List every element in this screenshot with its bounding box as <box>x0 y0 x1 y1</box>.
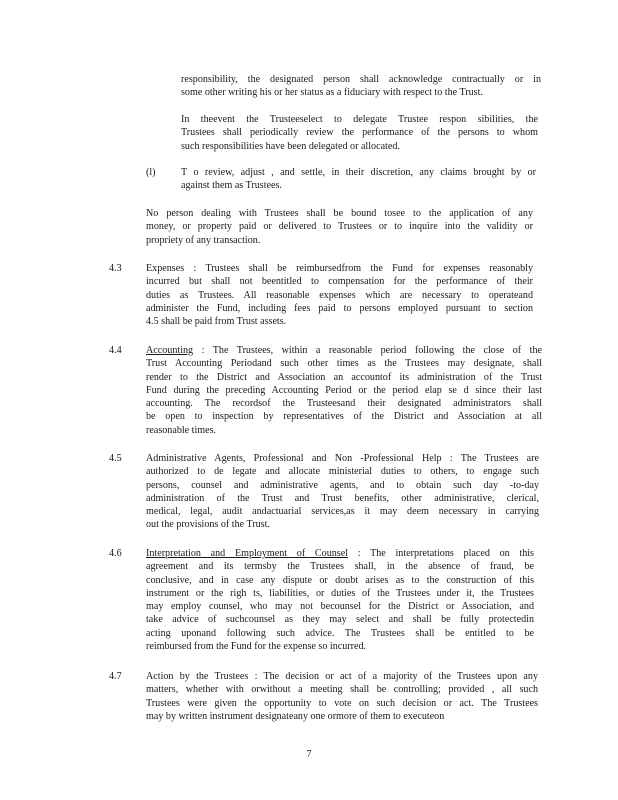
section-4-6-paragraph <box>146 547 534 653</box>
section-4-5-paragraph <box>146 452 539 532</box>
paragraph-line: matters, whether with orwithout a meeting shall be controlling; provided , all such <box>146 684 538 696</box>
paragraph-line: reimbursed from the Fund for the expense so incurred. <box>146 641 367 653</box>
paragraph-line: administration of the Trust and Trust benefits, other administrative, clerical, <box>146 492 539 504</box>
paragraph-line: render to the District and Association an accountof its administration of the Trust <box>146 371 542 383</box>
no-person-paragraph <box>146 207 533 247</box>
paragraph-line: In theevent the Trusteeselect to delegate Trustee respon sibilities, the <box>181 114 538 125</box>
paragraph-line: administer the Fund, including fees paid to persons employed pursuant to section <box>146 302 533 314</box>
paragraph-line <box>146 344 542 357</box>
paragraph-line: may by written instrument designateany one ormore of them to executeon <box>146 710 445 722</box>
section-4-7-paragraph <box>146 670 538 723</box>
section-heading: Accounting <box>146 345 194 356</box>
section-number: 4.6 <box>109 548 122 559</box>
paragraph-line: be open to inspection by representatives of the District and Association at all <box>146 411 542 423</box>
paragraph-line: Administrative Agents, Professional and Non -Professional Help : The Trustees are <box>146 453 539 464</box>
paragraph-line: No person dealing with Trustees shall be bound tosee to the application of any <box>146 208 533 219</box>
paragraph-line: incurred but shall not beentitled to compensation for the performance of their <box>146 276 533 288</box>
paragraph-line: propriety of any transaction. <box>146 234 261 246</box>
paragraph-line: accounting. The recordsof the Trusteesand their designated administrators shall <box>146 398 542 410</box>
paragraph-line <box>146 547 534 560</box>
delegation-paragraph <box>181 113 538 153</box>
continuation-paragraph <box>181 73 541 100</box>
section-4-3-paragraph <box>146 262 533 328</box>
paragraph-line: reasonable times. <box>146 424 217 436</box>
paragraph-line: Fund during the preceding Accounting Period or the period elap se d since their last <box>146 384 542 396</box>
paragraph-line: out the provisions of the Trust. <box>146 519 270 531</box>
paragraph-line: Trustees shall periodically review the performance of the persons to whom <box>181 127 538 139</box>
paragraph-line: acting uponand following such advice. The Trustees shall be entitled to be <box>146 627 534 639</box>
paragraph-line: some other writing his or her status as a fiduciary with respect to the Trust. <box>181 87 483 99</box>
paragraph-line: Expenses : Trustees shall be reimbursedfrom the Fund for expenses reasonably <box>146 263 533 274</box>
paragraph-line: conclusive, and in case any dispute or doubt arises as to the construction of this <box>146 574 534 586</box>
paragraph-line: Trustees were given the opportunity to vote on such decision or act. The Trustees <box>146 697 538 709</box>
page-number: 7 <box>306 749 312 760</box>
item-label: (l) <box>146 167 156 178</box>
paragraph-line: may employ counsel, who may not becounsel for the District or Association, and <box>146 601 534 613</box>
heading-continuation: : The interpretations placed on this <box>348 548 534 559</box>
paragraph-line: authorized to de legate and allocate ministerial duties to others, to engage such <box>146 466 539 478</box>
section-number: 4.5 <box>109 453 122 464</box>
section-number: 4.3 <box>109 263 122 274</box>
paragraph-line: take advice of suchcounsel as they may select and shall be fully protectedin <box>146 614 534 626</box>
paragraph-line: such responsibilities have been delegated or allocated. <box>181 140 400 152</box>
section-4-4-paragraph <box>146 344 542 437</box>
paragraph-line: money, or property paid or delivered to Trustees or to inquire into the validity or <box>146 221 533 233</box>
section-number: 4.4 <box>109 345 122 356</box>
paragraph-line: T o review, adjust , and settle, in their discretion, any claims brought by or <box>181 167 536 178</box>
paragraph-line: agreement and its termsby the Trustees shall, in the absence of fraud, be <box>146 561 534 573</box>
paragraph-line: Action by the Trustees : The decision or act of a majority of the Trustees upon any <box>146 671 538 682</box>
paragraph-line: instrument or the righ ts, liabilities, or duties of the Trustees under it, the Trustees <box>146 587 534 599</box>
section-number: 4.7 <box>109 671 122 682</box>
paragraph-line: persons, counsel and administrative agents, and to obtain such day -to-day <box>146 479 539 491</box>
section-heading: Interpretation and Employment of Counsel <box>146 548 349 559</box>
paragraph-line: duties as Trustees. All reasonable expenses which are necessary to operateand <box>146 289 533 301</box>
paragraph-line: 4.5 shall be paid from Trust assets. <box>146 316 287 328</box>
item-l-paragraph <box>181 166 536 193</box>
paragraph-line: medical, legal, audit andactuarial services,as it may deem necessary in carrying <box>146 506 539 518</box>
heading-continuation: : The Trustees, within a reasonable period following the close of the <box>193 345 542 356</box>
paragraph-line: responsibility, the designated person shall acknowledge contractually or in <box>181 74 541 85</box>
paragraph-line: against them as Trustees. <box>181 180 282 192</box>
paragraph-line: Trust Accounting Periodand such other times as the Trustees may designate, shall <box>146 358 542 370</box>
